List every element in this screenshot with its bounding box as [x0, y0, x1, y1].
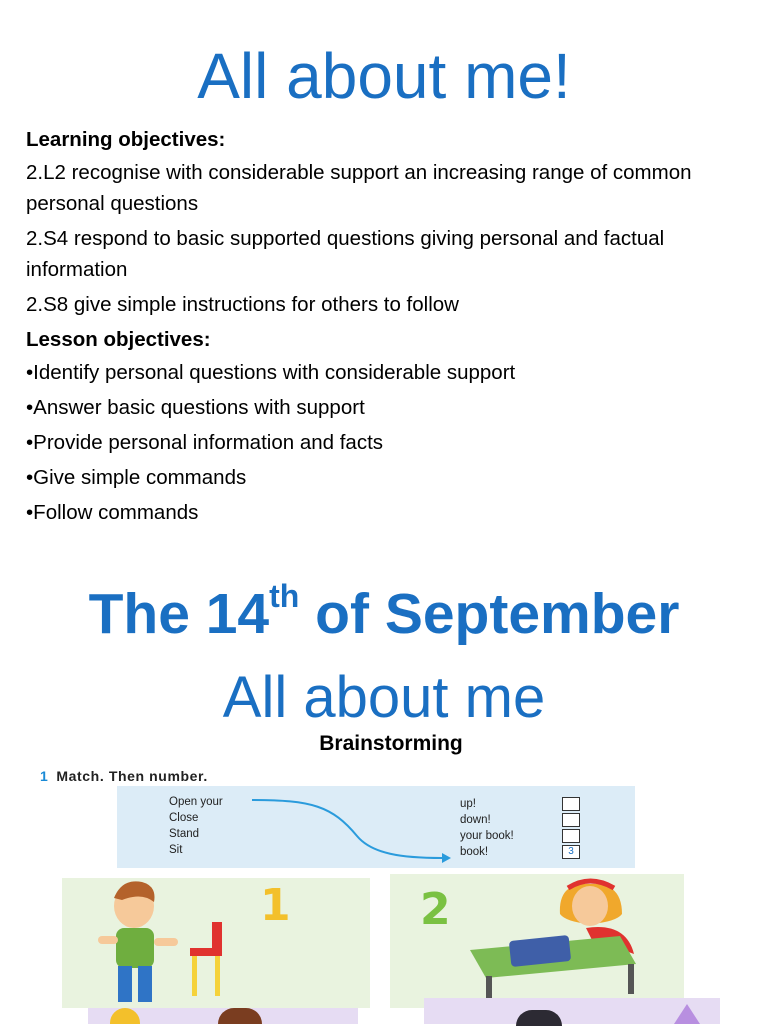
match-right-column — [460, 796, 514, 860]
learning-objective: 2.S8 give simple instructions for others to follow — [26, 293, 459, 316]
match-panel — [117, 786, 635, 868]
learning-objective: 2.S4 respond to basic supported questions giving personal and factual information — [26, 227, 665, 281]
lesson-objective: •Follow commands — [26, 501, 199, 524]
page-title: All about me! — [197, 40, 571, 112]
match-left-column — [169, 794, 223, 858]
match-right-item: down! — [460, 814, 491, 826]
picture-number-clipped — [110, 1008, 140, 1024]
picture-number: 1 — [260, 880, 291, 931]
lesson-objectives-heading: Lesson objectives: — [26, 328, 211, 351]
lesson-objective: •Identify personal questions with considerable support — [26, 361, 516, 384]
picture-panel-1 — [62, 878, 370, 1008]
answer-box[interactable] — [562, 797, 580, 811]
lesson-objective: •Give simple commands — [26, 466, 247, 489]
picture-number-clipped — [674, 1004, 700, 1024]
match-right-item: up! — [460, 798, 476, 810]
date-suffix: of September — [299, 582, 680, 646]
lesson-title: All about me — [222, 665, 546, 730]
girl-desk-illustration — [390, 874, 684, 1008]
answer-box[interactable] — [562, 829, 580, 843]
picture-panel-2 — [390, 874, 684, 1008]
lesson-objective: •Provide personal information and facts — [26, 431, 384, 454]
date-heading — [0, 576, 768, 652]
match-left-item: Open your — [169, 796, 223, 808]
picture-panel-4 — [424, 998, 720, 1024]
match-right-item: book! — [460, 846, 489, 858]
picture-panel-3 — [88, 1008, 358, 1024]
learning-objective: 2.L2 recognise with considerable support an increasing range of common personal questions — [26, 161, 692, 215]
objectives-section — [26, 124, 746, 532]
date-ordinal: th — [269, 578, 300, 614]
boy-sitting-illustration — [62, 878, 370, 1008]
match-left-item: Stand — [169, 828, 200, 840]
answer-box[interactable]: 3 — [562, 845, 580, 859]
exercise-image — [0, 762, 768, 1024]
brainstorming-label: Brainstorming — [319, 732, 463, 755]
match-right-item: your book! — [460, 830, 514, 842]
lesson-objective: •Answer basic questions with support — [26, 396, 365, 419]
answer-box[interactable] — [562, 813, 580, 827]
learning-objectives-heading: Learning objectives: — [26, 128, 226, 151]
date-prefix: The 14 — [88, 582, 270, 646]
match-arrow-icon — [252, 796, 452, 866]
exercise-number: 1 — [40, 768, 49, 784]
match-left-item: Sit — [169, 844, 183, 856]
hair-clipped — [218, 1008, 262, 1024]
exercise-heading — [40, 768, 208, 784]
match-left-item: Close — [169, 812, 199, 824]
exercise-instruction: Match. Then number. — [56, 768, 208, 784]
picture-number: 2 — [420, 884, 451, 935]
